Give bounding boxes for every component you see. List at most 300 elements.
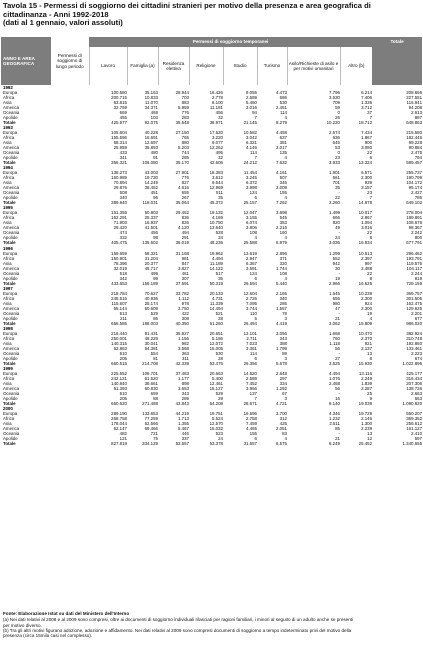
table-cell: 28: [218, 315, 223, 321]
table-cell: 12.262: [209, 145, 223, 151]
table-cell: 7.459: [246, 421, 257, 427]
table-cell: 135: [279, 150, 287, 156]
table-cell: 18.712: [358, 120, 373, 126]
table-cell: 561: [332, 175, 340, 181]
table-cell: 982: [181, 340, 189, 346]
table-cell: 40.228: [144, 130, 158, 136]
table-cell: 5.678: [276, 360, 287, 366]
area-label: Totale: [3, 441, 16, 447]
table-cell: 2.242: [411, 230, 423, 236]
table-cell: 192.860: [406, 340, 423, 346]
table-cell: 29: [218, 395, 223, 401]
table-cell: 7.632: [276, 160, 287, 166]
table-cell: 42.606: [209, 160, 223, 166]
table-cell: 3.698: [276, 210, 287, 216]
table-cell: 508: [119, 190, 127, 196]
table-cell: 2.758: [246, 416, 257, 422]
table-cell: 23: [367, 190, 373, 196]
table-cell: 19.729: [358, 411, 373, 417]
table-cell: 14.494: [209, 305, 223, 311]
table-cell: 5.959: [178, 105, 189, 111]
table-cell: 100.580: [111, 90, 127, 96]
total-row: [1, 441, 422, 446]
area-label: Africa: [3, 215, 15, 221]
table-cell: 2.397: [361, 255, 373, 261]
area-label: America: [3, 265, 20, 271]
table-cell: 155: [249, 431, 257, 437]
table-cell: 3: [284, 315, 287, 321]
table-cell: 189.891: [406, 215, 423, 221]
table-cell: 343: [181, 390, 189, 396]
table-cell: 54.208: [209, 400, 223, 406]
table-cell: 188.003: [142, 320, 158, 326]
table-cell: 178.044: [111, 421, 127, 427]
table-cell: 4: [284, 235, 287, 241]
table-cell: 69.466: [144, 426, 158, 432]
area-label: Totale: [3, 240, 16, 246]
table-cell: 3.155: [246, 215, 257, 221]
table-cell: 425.977: [111, 120, 127, 126]
table-cell: 30.041: [144, 340, 158, 346]
table-cell: 89: [282, 350, 287, 356]
area-label: Oceania: [3, 110, 20, 116]
source-note: Fonte: Elaborazione Istat su dati del Ministero dell'Interno: [3, 611, 130, 616]
table-cell: 1.094: [361, 220, 373, 226]
table-cell: 343: [279, 335, 287, 341]
area-label: Oceania: [3, 230, 20, 236]
table-cell: 137: [249, 390, 257, 396]
table-cell: 880: [181, 140, 189, 146]
area-label: America: [3, 305, 20, 311]
area-label: Oceania: [3, 431, 20, 437]
area-label: Totale: [3, 400, 16, 406]
table-cell: 4.494: [329, 370, 340, 376]
table-cell: 22: [367, 270, 373, 276]
table-cell: 5.400: [212, 375, 223, 381]
table-cell: 1.713: [178, 416, 189, 422]
table-cell: 62.147: [113, 426, 127, 432]
table-cell: 11.454: [243, 170, 257, 176]
table-cell: 24.212: [243, 160, 257, 166]
table-cell: 256.612: [406, 421, 423, 427]
table-cell: -: [338, 230, 340, 236]
table-cell: 35: [218, 195, 223, 201]
table-cell: 35.064: [175, 200, 189, 206]
table-cell: 28: [218, 355, 223, 361]
table-cell: 1.177: [178, 375, 189, 381]
table-cell: 8: [369, 235, 373, 241]
table-cell: 38.661: [144, 380, 158, 386]
column-header: Turismo: [257, 47, 287, 85]
title-line-1: Tavola 15 - Permessi di soggiorno dei cittadini stranieri per motivo della presenza e area geografica di: [3, 1, 371, 10]
table-cell: 341: [119, 155, 127, 161]
note-b-cont: presenza (circa 15mila casi nel complesso).: [3, 633, 93, 639]
table-cell: 16.937: [144, 220, 158, 226]
table-cell: 285: [181, 155, 189, 161]
area-label: Oceania: [3, 190, 20, 196]
title-line-3: (dati al 1 gennaio, valori assoluti): [3, 18, 123, 28]
table-cell: 133.653: [142, 411, 158, 417]
column-header: Asilo/Richieste di asilo e per motivi umanitari: [287, 47, 340, 85]
table-cell: 13.324: [358, 160, 373, 166]
table-cell: 2.511: [329, 421, 340, 427]
table-cell: 3.361: [246, 345, 257, 351]
table-cell: 5.440: [276, 280, 287, 286]
table-cell: 12.697: [144, 140, 158, 146]
area-label: Apolide: [3, 395, 18, 401]
table-cell: 1.292: [276, 385, 287, 391]
table-cell: 978: [181, 300, 189, 306]
table-cell: 13.640: [209, 225, 223, 231]
table-cell: -: [338, 390, 340, 396]
table-cell: 6.979: [276, 240, 287, 246]
table-cell: 649.102: [406, 200, 423, 206]
table-cell: 36.019: [175, 240, 189, 246]
table-cell: 28.671: [243, 400, 257, 406]
area-label: America: [3, 345, 20, 351]
table-cell: 2.300: [361, 305, 373, 311]
table-cell: 597: [414, 436, 423, 442]
table-cell: 3.653: [178, 385, 189, 391]
header-temporanei: Permessi di soggiorno temporanei: [89, 37, 372, 47]
table-cell: 19.039: [358, 400, 373, 406]
year-label: 1993: [3, 125, 13, 131]
table-cell: 701: [332, 180, 340, 186]
table-cell: 267: [181, 195, 189, 201]
table-cell: 900: [364, 140, 373, 146]
table-cell: 495: [215, 150, 223, 156]
table-cell: 19: [335, 275, 340, 281]
table-cell: 312: [279, 416, 287, 422]
table-cell: 37: [367, 110, 373, 116]
table-cell: 8.100: [212, 100, 223, 106]
table-cell: 663: [414, 395, 423, 401]
area-label: Europa: [3, 210, 18, 216]
table-cell: 225.552: [111, 370, 127, 376]
table-cell: 1.340.655: [402, 441, 423, 447]
table-cell: 2.051: [276, 426, 287, 432]
table-cell: 26.494: [243, 320, 257, 326]
table-cell: 108: [279, 270, 287, 276]
table-cell: 53: [335, 145, 340, 151]
table-cell: 108.676: [406, 220, 423, 226]
table-cell: 4: [284, 195, 287, 201]
table-cell: 10.582: [243, 130, 257, 136]
table-cell: 785: [414, 195, 423, 201]
table-cell: 248.516: [111, 295, 127, 301]
table-cell: 656.585: [111, 320, 127, 326]
table-cell: 800: [414, 235, 423, 241]
table-cell: 382.924: [406, 330, 423, 336]
area-label: Europa: [3, 130, 18, 136]
table-cell: 71.903: [113, 220, 127, 226]
table-cell: 589.457: [406, 160, 423, 166]
table-cell: 1.118: [329, 340, 340, 346]
year-label: 1994: [3, 165, 13, 171]
table-cell: 15.127: [209, 385, 223, 391]
data-table: [1, 37, 422, 446]
table-cell: 13.619: [243, 250, 257, 256]
table-cell: 44.219: [175, 411, 189, 417]
table-cell: 10.833: [144, 95, 158, 101]
header-totale-filler: [372, 47, 422, 85]
table-cell: 53.378: [209, 441, 223, 447]
table-cell: 301.505: [406, 295, 423, 301]
table-cell: 10.017: [358, 210, 373, 216]
table-cell: 160.989: [111, 175, 127, 181]
table-cell: 155.596: [111, 135, 127, 141]
table-cell: 2.947: [246, 255, 257, 261]
table-cell: 140.315: [111, 340, 127, 346]
table-cell: 32: [218, 155, 223, 161]
area-label: Asia: [3, 140, 12, 146]
table-cell: 2.896: [276, 250, 287, 256]
table-cell: 1.557: [276, 305, 287, 311]
table-cell: 337: [181, 436, 189, 442]
table-cell: 106.701: [142, 370, 158, 376]
area-label: Oceania: [3, 270, 20, 276]
table-cell: 2.648: [276, 370, 287, 376]
table-cell: 4.419: [276, 320, 287, 326]
table-cell: 939: [364, 180, 373, 186]
table-cell: 2.589: [246, 375, 257, 381]
table-cell: 2.613: [411, 110, 423, 116]
table-cell: -: [338, 350, 340, 356]
table-cell: 25: [367, 390, 373, 396]
table-cell: 25.157: [243, 200, 257, 206]
note-a-cont: per motivo diverso.: [3, 622, 42, 628]
table-cell: 138.726: [406, 385, 423, 391]
area-label: Totale: [3, 320, 16, 326]
table-cell: 530: [215, 350, 223, 356]
table-cell: 6: [254, 355, 257, 361]
year-label: 1999: [3, 365, 13, 371]
table-cell: 2.488: [361, 265, 373, 271]
table-cell: 7: [369, 115, 373, 121]
table-cell: 13.116: [358, 370, 373, 376]
area-label: Asia: [3, 340, 12, 346]
table-cell: 332: [119, 235, 127, 241]
table-cell: 3.625: [329, 360, 340, 366]
table-cell: 677: [414, 315, 423, 321]
table-cell: 530: [279, 100, 287, 106]
table-cell: 2.146: [361, 416, 373, 422]
table-cell: 2.300: [361, 295, 373, 301]
table-notes: [3, 611, 420, 638]
table-cell: 446: [181, 431, 189, 437]
area-label: Apolide: [3, 275, 18, 281]
table-cell: 15.005: [209, 345, 223, 351]
table-cell: 41.501: [144, 225, 158, 231]
table-cell: 3.591: [246, 265, 257, 271]
table-cell: 3.157: [361, 185, 373, 191]
table-cell: 30: [335, 265, 340, 271]
table-cell: 11.339: [209, 300, 223, 306]
area-label: Europa: [3, 170, 18, 176]
table-cell: 456: [150, 230, 158, 236]
table-cell: 648.863: [406, 120, 423, 126]
table-cell: 35.163: [144, 90, 158, 96]
table-cell: 4.346: [329, 411, 340, 417]
area-label: America: [3, 385, 20, 391]
table-cell: 997: [364, 260, 373, 266]
area-label: America: [3, 426, 20, 432]
table-cell: 2.201: [411, 310, 423, 316]
header-lungo-periodo: Permessi di soggiorno di lungo periodo: [51, 37, 89, 85]
table-cell: 422: [181, 310, 189, 316]
area-label: Apolide: [3, 355, 18, 361]
column-header: Residenza elettiva: [158, 47, 189, 85]
table-cell: 883: [181, 100, 189, 106]
table-cell: 105.604: [111, 130, 127, 136]
area-label: Totale: [3, 120, 16, 126]
table-cell: 511: [216, 190, 223, 196]
table-cell: 116.941: [406, 100, 423, 106]
table-cell: 118.031: [142, 200, 158, 206]
table-cell: 5.467: [178, 426, 189, 432]
table-cell: -: [338, 431, 340, 437]
table-cell: 669: [119, 110, 127, 116]
table-cell: 381: [279, 140, 287, 146]
table-cell: 1.839: [361, 380, 373, 386]
table-cell: 37.483: [175, 370, 189, 376]
area-label: Africa: [3, 295, 15, 301]
area-label: Africa: [3, 255, 15, 261]
table-cell: 27.150: [175, 130, 189, 136]
table-cell: 2.574: [329, 130, 340, 136]
table-cell: 655: [181, 190, 189, 196]
table-cell: 20.133: [209, 290, 223, 296]
table-cell: 27.901: [175, 170, 189, 176]
table-cell: 433.653: [111, 280, 127, 286]
table-cell: 320: [279, 260, 287, 266]
table-cell: 4.721: [276, 400, 287, 406]
table-cell: 3.042: [246, 135, 257, 141]
table-cell: 942: [332, 260, 340, 266]
table-cell: 6.571: [361, 170, 373, 176]
table-cell: 98: [153, 235, 158, 241]
table-cell: 63.815: [113, 100, 127, 106]
table-cell: 8: [369, 275, 373, 281]
table-cell: 898: [181, 380, 189, 386]
table-cell: 151.355: [111, 210, 127, 216]
table-cell: 510: [119, 390, 127, 396]
table-cell: 33.782: [175, 290, 189, 296]
table-cell: 25.337: [144, 215, 158, 221]
table-cell: 660.620: [111, 400, 127, 406]
table-cell: 297: [279, 375, 287, 381]
table-cell: 114: [250, 150, 257, 156]
area-label: Africa: [3, 135, 15, 141]
table-cell: 29.452: [175, 210, 189, 216]
table-cell: 4: [284, 115, 287, 121]
table-cell: 20.663: [209, 370, 223, 376]
table-cell: 6.372: [246, 180, 257, 186]
table-cell: 3.827: [178, 265, 189, 271]
table-cell: 160: [279, 230, 287, 236]
area-label: America: [3, 225, 20, 231]
table-cell: 311: [182, 355, 189, 361]
table-cell: 2.966: [329, 280, 340, 286]
table-cell: 68.314: [113, 140, 127, 146]
table-cell: 529: [150, 310, 158, 316]
table-cell: 2.216: [276, 225, 287, 231]
table-cell: 7: [369, 195, 373, 201]
table-cell: 3.220: [212, 135, 223, 141]
table-cell: 1.336: [361, 100, 373, 106]
table-cell: 652: [332, 255, 340, 261]
area-label: Apolide: [3, 195, 18, 201]
table-cell: 2.711: [246, 335, 257, 341]
table-cell: 283: [181, 115, 189, 121]
table-cell: 242.121: [111, 375, 127, 381]
table-cell: 14.249: [144, 180, 158, 186]
table-cell: 14.978: [358, 200, 373, 206]
table-cell: 16.426: [209, 90, 223, 96]
table-cell: 4.494: [212, 255, 223, 261]
year-label: 1995: [3, 205, 13, 211]
table-cell: 268.758: [111, 416, 127, 422]
area-label: Apolide: [3, 115, 18, 121]
area-label: Asia: [3, 300, 12, 306]
table-cell: 78: [282, 310, 287, 316]
table-cell: 4: [284, 436, 287, 442]
table-cell: 528: [215, 230, 223, 236]
table-cell: 760: [332, 335, 340, 341]
table-cell: 6: [369, 155, 373, 161]
table-cell: 645: [332, 140, 340, 146]
column-header: Altro (b): [340, 47, 372, 85]
table-cell: 98.367: [408, 225, 423, 231]
table-cell: 744: [181, 150, 189, 156]
area-label: Asia: [3, 100, 12, 106]
table-cell: 227.551: [406, 95, 423, 101]
table-cell: 794: [414, 155, 423, 161]
table-cell: 4.473: [276, 90, 287, 96]
table-cell: 776: [181, 110, 189, 116]
table-cell: 3.700: [276, 411, 287, 417]
table-cell: 1.545: [329, 290, 340, 296]
table-cell: 980: [332, 300, 340, 306]
table-cell: 554: [150, 350, 158, 356]
table-cell: 474: [119, 230, 127, 236]
table-cell: 827.819: [111, 441, 127, 447]
table-cell: 15.809: [358, 320, 373, 326]
note-a: (a) Nei dati relativi al 2008 e al 2009 sono compresi, oltre ai documenti di soggiorno individuali rilasciati per ragioni familiari, i minori al seguito di un adulto anche se presenti: [3, 617, 354, 623]
table-cell: 216.440: [111, 330, 127, 336]
table-cell: 78.396: [113, 260, 127, 266]
table-cell: 31.168: [175, 250, 189, 256]
table-cell: 425.177: [406, 370, 423, 376]
table-cell: 6.367: [246, 260, 257, 266]
table-cell: 921: [364, 340, 373, 346]
table-cell: 161.127: [406, 426, 423, 432]
table-cell: 18.383: [209, 170, 223, 176]
table-cell: 765: [181, 135, 189, 141]
table-cell: 99: [153, 275, 158, 281]
table-cell: 5.524: [212, 416, 223, 422]
table-cell: 35.548: [175, 120, 189, 126]
table-cell: 45.717: [144, 265, 158, 271]
table-cell: 32.759: [113, 105, 127, 111]
table-cell: 10.220: [326, 120, 340, 126]
table-cell: 1.799: [276, 345, 287, 351]
table-cell: 114: [250, 350, 257, 356]
area-label: Oceania: [3, 390, 20, 396]
table-cell: 291: [181, 235, 189, 241]
table-cell: 56: [335, 385, 340, 391]
table-cell: 6.575: [276, 441, 287, 447]
